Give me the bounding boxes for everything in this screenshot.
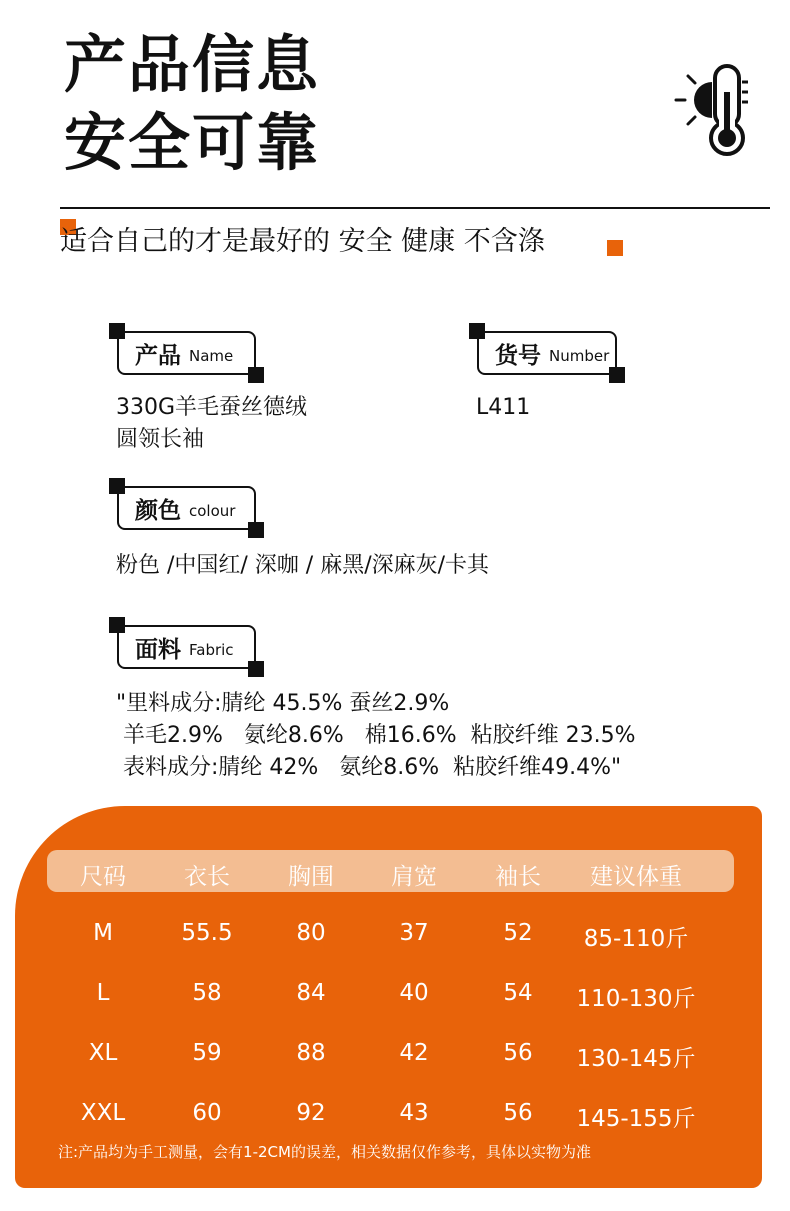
table-cell: 80	[296, 920, 326, 946]
fabric-line3: 表料成分:腈纶 42% 氨纶8.6% 粘胶纤维49.4%"	[116, 755, 622, 780]
decor-square	[609, 367, 625, 383]
table-cell: 60	[192, 1100, 222, 1126]
table-cell: 145-155斤	[576, 1106, 696, 1132]
tag-label-zh: 颜色	[135, 497, 181, 524]
table-cell: M	[93, 920, 113, 946]
decor-square	[248, 367, 264, 383]
product-number-value: L411	[476, 395, 531, 420]
table-cell: 42	[399, 1040, 429, 1066]
decor-square	[248, 522, 264, 538]
decor-square	[109, 323, 125, 339]
product-number-tag	[477, 331, 617, 375]
fabric-line1: "里料成分:腈纶 45.5% 蚕丝2.9%	[116, 691, 450, 716]
table-cell: 85-110斤	[583, 926, 689, 952]
product-name-tag	[117, 331, 256, 375]
decor-square	[469, 323, 485, 339]
table-cell: XL	[88, 1040, 118, 1066]
table-cell: XXL	[80, 1100, 126, 1126]
header-chest: 胸围	[288, 864, 334, 890]
product-name-value	[116, 392, 307, 456]
colour-value: 粉色 /中国红/ 深咖 / 麻黑/深麻灰/卡其	[116, 553, 490, 578]
table-cell: 40	[399, 980, 429, 1006]
thermometer-sun-icon	[670, 62, 762, 162]
size-note: 注:产品均为手工测量，会有1-2CM的误差，相关数据仅作参考，具体以实物为准	[58, 1143, 591, 1161]
tag-label-en: Fabric	[189, 641, 234, 659]
table-cell: 92	[296, 1100, 326, 1126]
page-title-line2: 安全可靠	[64, 106, 321, 179]
tag-label-zh: 产品	[135, 342, 181, 369]
tag-label-en: colour	[189, 502, 236, 520]
decor-square	[109, 617, 125, 633]
header-sleeve: 袖长	[495, 864, 541, 890]
table-cell: L	[96, 980, 110, 1006]
tag-label-zh: 面料	[135, 636, 181, 663]
table-cell: 88	[296, 1040, 326, 1066]
table-cell: 55.5	[181, 920, 233, 946]
table-cell: 37	[399, 920, 429, 946]
header-weight: 建议体重	[590, 864, 682, 890]
page-title-line1: 产品信息	[64, 28, 321, 101]
fabric-tag	[117, 625, 256, 669]
header-length: 衣长	[184, 864, 230, 890]
fabric-line2: 羊毛2.9% 氨纶8.6% 棉16.6% 粘胶纤维 23.5%	[116, 723, 636, 748]
product-name-line2: 圆领长袖	[116, 427, 205, 452]
table-cell: 56	[503, 1040, 533, 1066]
decor-square	[109, 478, 125, 494]
table-cell: 84	[296, 980, 326, 1006]
table-cell: 56	[503, 1100, 533, 1126]
table-cell: 59	[192, 1040, 222, 1066]
table-cell: 130-145斤	[576, 1046, 696, 1072]
table-cell: 54	[503, 980, 533, 1006]
header-shoulder: 肩宽	[391, 864, 437, 890]
table-cell: 43	[399, 1100, 429, 1126]
decor-square	[248, 661, 264, 677]
divider	[60, 207, 770, 209]
colour-tag	[117, 486, 256, 530]
tag-label-zh: 货号	[495, 342, 541, 369]
table-cell: 110-130斤	[576, 986, 696, 1012]
table-cell: 58	[192, 980, 222, 1006]
fabric-value	[116, 688, 636, 784]
slogan: 适合自己的才是最好的 安全 健康 不含涤	[60, 226, 545, 257]
product-name-line1: 330G羊毛蚕丝德绒	[116, 395, 308, 420]
decor-square	[607, 240, 623, 256]
header-size: 尺码	[80, 864, 126, 890]
table-cell: 52	[503, 920, 533, 946]
tag-label-en: Number	[549, 347, 610, 365]
tag-label-en: Name	[189, 347, 234, 365]
